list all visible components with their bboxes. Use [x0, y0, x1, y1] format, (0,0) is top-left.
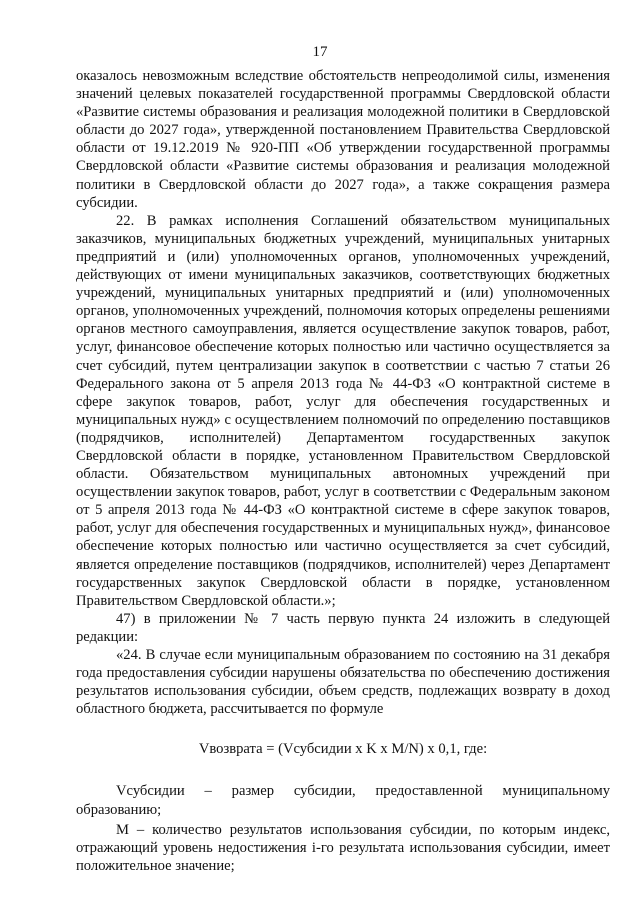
paragraph-24: «24. В случае если муниципальным образованием по состоянию на 31 декабря года предоставления субсидии нарушены обязательства по обеспечению достижения результатов использования субсидии, объем средств, подлежащих возврату в доход областного бюджета, рассчитывается по формуле — [76, 647, 610, 718]
paragraph-continuation: оказалось невозможным вследствие обстоятельств непреодолимой силы, изменения значений целевых показателей государственной программы Свердловской области «Развитие системы образования и реализация молодежной политики в Свердловской области до 2027 года», утвержденной постановлением Правительства Свердловской области от 19.12.2019 № 920-ПП «Об утверждении государственной программы Свердловской области «Развитие системы образования и реализация молодежной политики в Свердловской области до 2027 года», а также сокращения размера субсидии. — [76, 68, 610, 211]
document-body — [76, 67, 610, 875]
formula: Vвозврата = (Vсубсидии x K x M/N) x 0,1, где: — [198, 741, 488, 758]
page-number: 17 — [312, 44, 328, 60]
paragraph-amendment-47: 47) в приложении № 7 часть первую пункта 24 изложить в следующей редакции: — [76, 610, 610, 645]
paragraph-22: 22. В рамках исполнения Соглашений обязательством муниципальных заказчиков, муниципальных бюджетных учреждений, муниципальных унитарных предприятий и (или) уполномоченных органов, уполномоченных учреждений, действующих от имени муниципальных заказчиков, соответствующих бюджетных учреждений, муниципальных унитарных предприятий и (или) уполномоченных органов, уполномоченных учреждений, полномочия которых определены решениями органов местного самоуправления, является осуществление закупок товаров, работ, услуг, финансовое обеспечение которых полностью или частично осуществляется за счет субсидий, путем централизации закупок в соответствии с частью 7 статьи 26 Федерального закона от 5 апреля 2013 года № 44-ФЗ «О контрактной системе в сфере закупок товаров, работ, услуг для обеспечения государственных и муниципальных нужд» с осуществлением полномочий по определению поставщиков (подрядчиков, исполнителей) Департаментом государственных закупок Свердловской области в порядке, установленном Правительством Свердловской области. Обязательством муниципальных автономных учреждений при осуществлении закупок товаров, работ, услуг в соответствии с Федеральным законом от 5 апреля 2013 года № 44-ФЗ «О контрактной системе в сфере закупок товаров, работ, услуг для обеспечения государственных и муниципальных нужд», финансовое обеспечение которых полностью или частично осуществляется за счет субсидий, является определение поставщиков (подрядчиков, исполнителей) через Департамент государственных закупок Свердловской области в порядке, установленном Правительством Свердловской области.»; — [76, 212, 610, 609]
definition-m: M – количество результатов использования субсидии, по которым индекс, отражающий уровень недостижения i-го результата использования субсидии, имеет положительное значение; — [76, 821, 610, 874]
definition-v-subsidy: Vсубсидии – размер субсидии, предоставленной муниципальному образованию; — [76, 783, 610, 818]
